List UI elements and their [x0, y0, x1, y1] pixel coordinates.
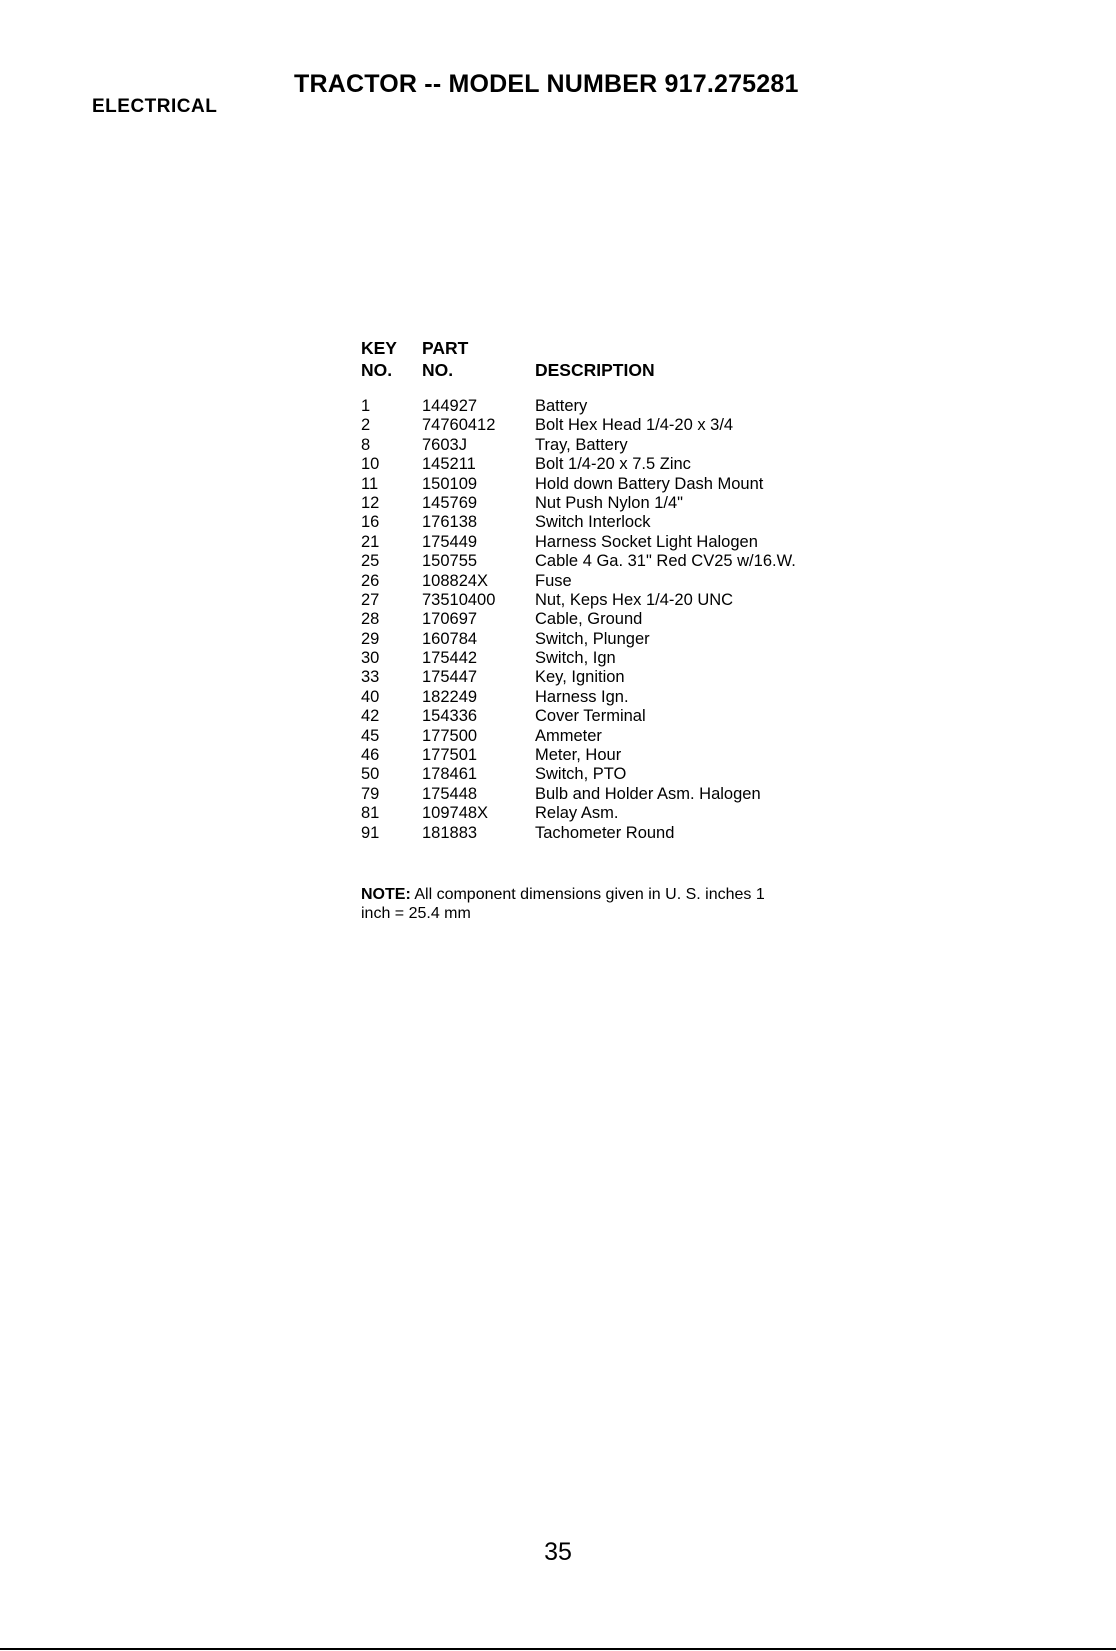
table-row	[361, 552, 796, 571]
row-part-no: 177501	[422, 746, 478, 765]
row-key-no: 11	[361, 474, 379, 493]
header-description: DESCRIPTION	[535, 360, 655, 380]
table-row	[361, 416, 796, 435]
table-row	[361, 436, 796, 455]
row-part-no: 181883	[422, 823, 478, 842]
table-row	[361, 785, 796, 804]
row-description: Bolt Hex Head 1/4-20 x 3/4	[535, 416, 734, 435]
row-part-no: 154336	[422, 707, 478, 726]
row-description: Switch, PTO	[535, 765, 627, 784]
row-key-no: 2	[361, 416, 371, 435]
row-description: Bolt 1/4-20 x 7.5 Zinc	[535, 455, 691, 474]
row-description: Cover Terminal	[535, 707, 646, 726]
dimension-note	[361, 885, 781, 923]
row-key-no: 45	[361, 726, 380, 745]
row-part-no: 182249	[422, 687, 478, 706]
row-part-no: 74760412	[422, 416, 496, 435]
row-description: Ammeter	[535, 726, 602, 745]
table-row	[361, 688, 796, 707]
row-part-no: 145211	[422, 455, 476, 474]
table-body	[361, 397, 796, 843]
row-key-no: 1	[361, 397, 371, 415]
row-key-no: 42	[361, 707, 380, 726]
row-part-no: 7603J	[422, 435, 467, 454]
row-part-no: 150109	[422, 474, 478, 493]
row-key-no: 21	[361, 532, 380, 551]
page-number: 35	[544, 1538, 572, 1566]
row-key-no: 28	[361, 610, 380, 629]
row-part-no: 150755	[422, 552, 478, 571]
row-description: Tray, Battery	[535, 435, 628, 454]
row-key-no: 40	[361, 687, 380, 706]
row-key-no: 27	[361, 590, 380, 609]
row-key-no: 30	[361, 649, 380, 668]
table-row	[361, 494, 796, 513]
row-part-no: 176138	[422, 513, 478, 532]
row-key-no: 26	[361, 571, 380, 590]
row-description: Switch Interlock	[535, 513, 651, 532]
table-header-bottom	[361, 359, 796, 381]
row-description: Harness Ign.	[535, 687, 629, 706]
table-header-top	[361, 337, 796, 359]
table-row	[361, 475, 796, 494]
row-description: Tachometer Round	[535, 823, 675, 842]
bottom-rule	[0, 1648, 1116, 1650]
row-part-no: 160784	[422, 629, 478, 648]
row-key-no: 33	[361, 668, 380, 687]
table-row	[361, 591, 796, 610]
section-heading: ELECTRICAL	[92, 96, 218, 117]
row-key-no: 29	[361, 629, 380, 648]
table-row	[361, 765, 796, 784]
row-key-no: 16	[361, 513, 380, 532]
row-description: Hold down Battery Dash Mount	[535, 474, 764, 493]
row-key-no: 50	[361, 765, 380, 784]
row-key-no: 81	[361, 804, 380, 823]
row-description: Nut, Keps Hex 1/4-20 UNC	[535, 590, 734, 609]
row-key-no: 8	[361, 435, 371, 454]
table-row	[361, 533, 796, 552]
row-part-no: 175442	[422, 649, 478, 668]
parts-table	[361, 337, 796, 843]
row-part-no: 73510400	[422, 590, 496, 609]
row-description: Key, Ignition	[535, 668, 625, 687]
table-row	[361, 513, 796, 532]
table-row	[361, 397, 796, 416]
row-key-no: 91	[361, 823, 380, 842]
note-text: All component dimensions given in U. S. inches 1 inch = 25.4 mm	[361, 886, 765, 922]
row-key-no: 10	[361, 455, 380, 474]
row-key-no: 79	[361, 784, 380, 803]
row-key-no: 46	[361, 746, 380, 765]
row-description: Cable, Ground	[535, 610, 643, 629]
table-row	[361, 746, 796, 765]
row-description: Cable 4 Ga. 31" Red CV25 w/16.W.	[535, 552, 796, 571]
header-key-bottom: NO.	[361, 360, 393, 380]
row-description: Switch, Plunger	[535, 629, 650, 648]
table-row	[361, 455, 796, 474]
table-row	[361, 572, 796, 591]
row-part-no: 170697	[422, 610, 478, 629]
table-row	[361, 727, 796, 746]
header-key-top: KEY	[361, 338, 397, 358]
row-description: Fuse	[535, 571, 572, 590]
table-row	[361, 630, 796, 649]
row-key-no: 25	[361, 552, 380, 571]
table-row	[361, 804, 796, 823]
row-part-no: 175448	[422, 784, 478, 803]
row-part-no: 177500	[422, 726, 478, 745]
row-description: Bulb and Holder Asm. Halogen	[535, 784, 761, 803]
row-description: Switch, Ign	[535, 649, 616, 668]
row-description: Meter, Hour	[535, 746, 622, 765]
row-description: Nut Push Nylon 1/4"	[535, 493, 684, 512]
row-part-no: 175447	[422, 668, 478, 687]
table-row	[361, 610, 796, 629]
row-part-no: 108824X	[422, 571, 489, 590]
row-part-no: 144927	[422, 397, 478, 415]
row-part-no: 145769	[422, 493, 478, 512]
table-row	[361, 649, 796, 668]
page-title: TRACTOR -- MODEL NUMBER 917.275281	[294, 70, 799, 98]
table-row	[361, 668, 796, 687]
row-description: Battery	[535, 397, 588, 415]
row-part-no: 178461	[422, 765, 478, 784]
row-part-no: 175449	[422, 532, 478, 551]
row-description: Relay Asm.	[535, 804, 619, 823]
header-part-top: PART	[422, 338, 469, 358]
row-description: Harness Socket Light Halogen	[535, 532, 758, 551]
header-part-bottom: NO.	[422, 360, 454, 380]
row-part-no: 109748X	[422, 804, 489, 823]
table-row	[361, 824, 796, 843]
note-label: NOTE:	[361, 886, 411, 903]
table-row	[361, 707, 796, 726]
row-key-no: 12	[361, 493, 380, 512]
